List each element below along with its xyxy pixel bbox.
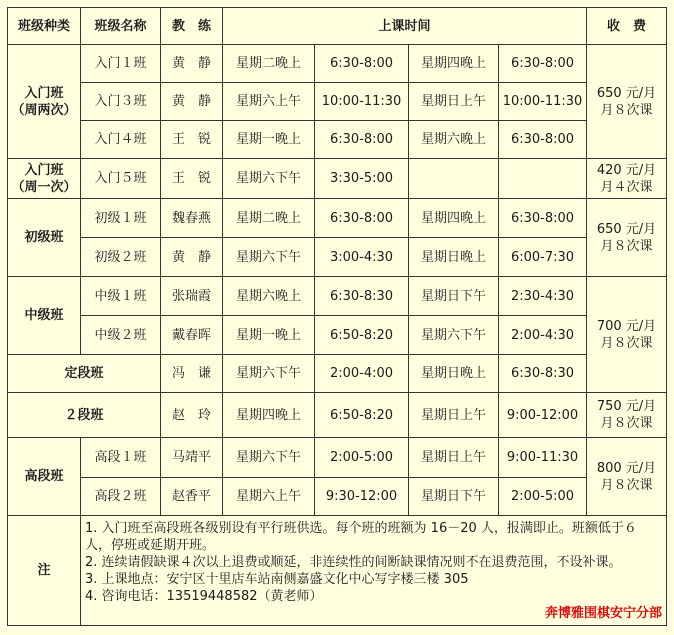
teacher: 魏春燕 [161, 199, 223, 238]
time-1: 3:00-4:30 [315, 238, 409, 277]
fee-beginner [587, 199, 667, 277]
day-2: 星期日上午 [409, 438, 499, 478]
table-row [8, 121, 667, 159]
teacher: 王 锐 [161, 121, 223, 159]
time-2: 2:00-5:00 [499, 478, 587, 516]
day-1: 星期六晚上 [223, 277, 315, 316]
day-1: 星期六下午 [223, 238, 315, 277]
table-row [8, 478, 667, 516]
table-row [8, 355, 667, 393]
notes-content [81, 516, 667, 626]
class-name: 初级２班 [81, 238, 161, 277]
time-1: 2:00-4:00 [315, 355, 409, 393]
teacher: 黄 静 [161, 45, 223, 83]
day-2: 星期日上午 [409, 393, 499, 438]
fee-amount: 750 元/月 [596, 399, 657, 414]
day-2: 星期四晚上 [409, 45, 499, 83]
time-2: 6:30-8:00 [499, 199, 587, 238]
teacher: 马靖平 [161, 438, 223, 478]
fee-amount: 800 元/月 [596, 460, 657, 476]
table-row [8, 45, 667, 83]
time-2: 6:30-8:00 [499, 45, 587, 83]
notes-row [8, 516, 667, 626]
day-2: 星期四晚上 [409, 199, 499, 238]
fee-sessions: 月８次课 [600, 102, 653, 118]
fee-sessions: 月８次课 [600, 416, 653, 431]
table-row [8, 277, 667, 316]
day-2: 星期日晚上 [409, 238, 499, 277]
time-2: 6:00-7:30 [499, 238, 587, 277]
table-row [8, 238, 667, 277]
class-name: 中级１班 [81, 277, 161, 316]
day-1: 星期六下午 [223, 438, 315, 478]
header-class-name: 班级名称 [81, 8, 161, 45]
teacher: 王 锐 [161, 159, 223, 199]
day-2: 星期日下午 [409, 277, 499, 316]
category-intro-once [8, 159, 81, 199]
time-1: 2:00-5:00 [315, 438, 409, 478]
category-dan: 定段班 [8, 355, 161, 393]
schedule-table [7, 7, 667, 626]
note-4: 4. 咨询电话：13519448582（黄老师） [85, 588, 323, 604]
category-label: 入门班 [24, 162, 64, 178]
teacher: 张瑞霞 [161, 277, 223, 316]
fee-dan2 [587, 393, 667, 438]
category-intermediate: 中级班 [8, 277, 81, 355]
time-2: 9:00-11:30 [499, 438, 587, 478]
fee-advanced [587, 438, 667, 516]
teacher: 冯 谦 [161, 355, 223, 393]
time-1: 6:30-8:00 [315, 121, 409, 159]
class-name: 中级２班 [81, 316, 161, 355]
class-name: 初级１班 [81, 199, 161, 238]
time-2: 6:30-8:30 [499, 355, 587, 393]
note-1: 1. 入门班至高段班各级别设有平行班供选。每个班的班额为 16－20 人，报满即止。班额低于６人，停班或延期开班。 [85, 520, 637, 553]
note-2: 2. 连续请假缺课４次以上退费或顺延，非连续性的间断缺课情况则不在退费范围，不设补课。 [85, 554, 622, 570]
time-1: 6:30-8:00 [315, 199, 409, 238]
day-1: 星期一晚上 [223, 316, 315, 355]
fee-intro-twice [587, 45, 667, 159]
time-2: 2:00-4:30 [499, 316, 587, 355]
time-2: 2:30-4:30 [499, 277, 587, 316]
day-1: 星期六上午 [223, 83, 315, 121]
fee-sessions: 月８次课 [600, 477, 653, 493]
table-row [8, 438, 667, 478]
time-1: 3:30-5:00 [315, 159, 409, 199]
notes-label: 注 [8, 516, 81, 626]
day-1: 星期六下午 [223, 355, 315, 393]
teacher: 黄 静 [161, 238, 223, 277]
time-1: 6:50-8:20 [315, 316, 409, 355]
table-row [8, 199, 667, 238]
day-2 [409, 159, 499, 199]
note-3: 3. 上课地点：安宁区十里店车站南侧嘉盛文化中心写字楼三楼 305 [85, 571, 469, 587]
table-row [8, 393, 667, 438]
day-2: 星期日晚上 [409, 355, 499, 393]
time-1: 10:00-11:30 [315, 83, 409, 121]
header-row [8, 8, 667, 45]
day-1: 星期四晚上 [223, 393, 315, 438]
category-beginner: 初级班 [8, 199, 81, 277]
time-1: 9:30-12:00 [315, 478, 409, 516]
category-advanced: 高段班 [8, 438, 81, 516]
class-name: 入门５班 [81, 159, 161, 199]
table-row [8, 83, 667, 121]
class-name: 高段１班 [81, 438, 161, 478]
table-row [8, 316, 667, 355]
fee-intro-once [587, 159, 667, 199]
day-1: 星期二晚上 [223, 199, 315, 238]
fee-amount: 650 元/月 [596, 85, 657, 101]
fee-sessions: 月８次课 [600, 238, 653, 254]
time-2: 9:00-12:00 [499, 393, 587, 438]
fee-sessions: 月８次课 [600, 335, 653, 351]
time-1: 6:50-8:20 [315, 393, 409, 438]
time-2: 10:00-11:30 [499, 83, 587, 121]
fee-amount: 650 元/月 [596, 221, 657, 237]
class-name: 入门３班 [81, 83, 161, 121]
day-1: 星期六上午 [223, 478, 315, 516]
class-name: 入门１班 [81, 45, 161, 83]
class-name: 入门４班 [81, 121, 161, 159]
teacher: 赵 玲 [161, 393, 223, 438]
teacher: 黄 静 [161, 83, 223, 121]
day-2: 星期六晚上 [409, 121, 499, 159]
header-teacher: 教 练 [161, 8, 223, 45]
category-sublabel: （周两次） [11, 102, 77, 118]
time-2 [499, 159, 587, 199]
day-1: 星期二晚上 [223, 45, 315, 83]
branch-name: 奔博雅围棋安宁分部 [545, 605, 663, 621]
time-2: 6:30-8:00 [499, 121, 587, 159]
day-1: 星期六下午 [223, 159, 315, 199]
time-1: 6:30-8:30 [315, 277, 409, 316]
table-row [8, 159, 667, 199]
header-category: 班级种类 [8, 8, 81, 45]
category-dan2: ２段班 [8, 393, 161, 438]
header-fee: 收 费 [587, 8, 667, 45]
fee-sessions: 月４次课 [600, 179, 653, 195]
teacher: 赵香平 [161, 478, 223, 516]
teacher: 戴春晖 [161, 316, 223, 355]
fee-intermediate-dan [587, 277, 667, 393]
category-sublabel: （周一次） [11, 179, 77, 195]
fee-amount: 420 元/月 [596, 162, 657, 178]
schedule-table-wrapper [7, 7, 667, 626]
class-name: 高段２班 [81, 478, 161, 516]
category-intro-twice [8, 45, 81, 159]
day-1: 星期一晚上 [223, 121, 315, 159]
header-schedule: 上课时间 [223, 8, 587, 45]
day-2: 星期日下午 [409, 478, 499, 516]
category-label: 入门班 [24, 85, 64, 101]
day-2: 星期日上午 [409, 83, 499, 121]
day-2: 星期六下午 [409, 316, 499, 355]
time-1: 6:30-8:00 [315, 45, 409, 83]
fee-amount: 700 元/月 [596, 318, 657, 334]
